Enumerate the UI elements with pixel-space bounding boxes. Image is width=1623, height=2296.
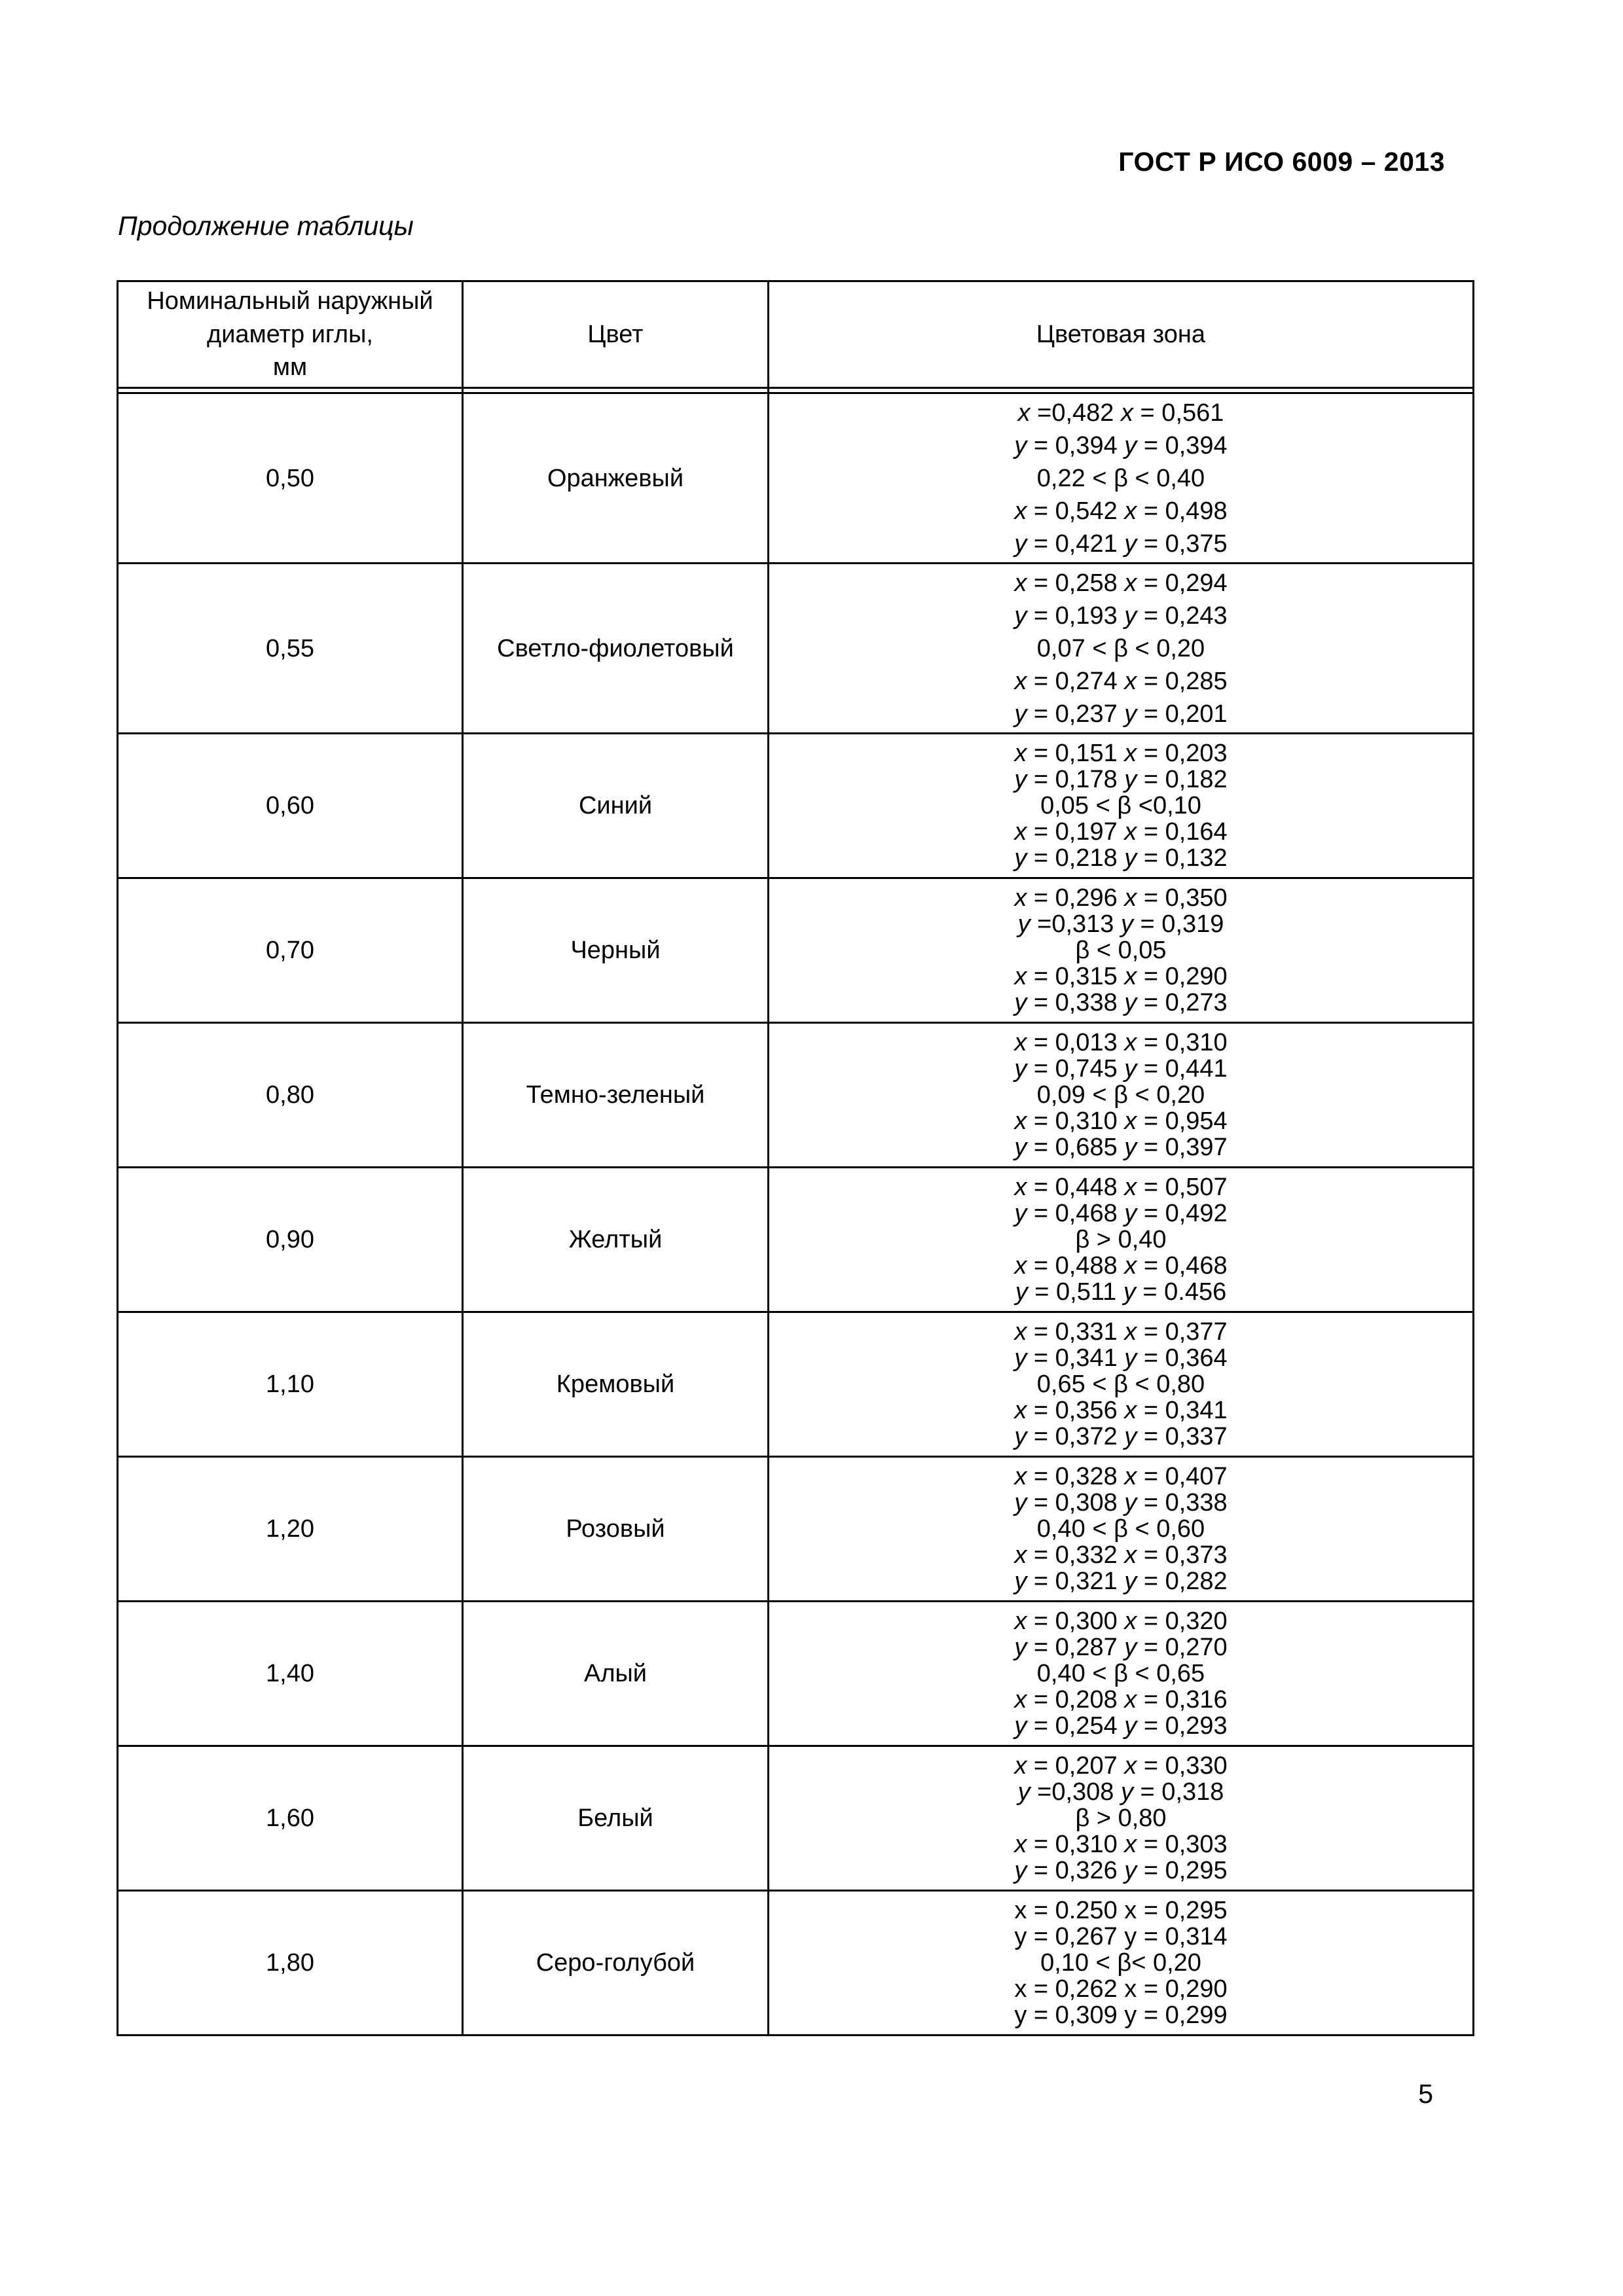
coordinate-value: = 0,320 bbox=[1137, 1607, 1228, 1635]
coordinate-variable: y bbox=[1014, 1134, 1027, 1161]
color-zone-line bbox=[773, 1897, 1468, 1924]
coordinate-value: = 0,218 bbox=[1027, 844, 1125, 872]
coordinate-value: = 0,492 bbox=[1137, 1200, 1228, 1227]
coordinate-variable: x bbox=[1014, 1831, 1027, 1858]
coordinate-value: = 0,193 bbox=[1027, 601, 1125, 630]
coordinate-variable: y bbox=[1014, 1489, 1027, 1516]
header-diameter-line: мм bbox=[272, 353, 308, 382]
coordinate-value: = 0,132 bbox=[1137, 844, 1228, 872]
coordinate-variable: y bbox=[1124, 1200, 1137, 1227]
color-zone-line bbox=[773, 885, 1468, 911]
color-zone-line bbox=[773, 963, 1468, 990]
coordinate-value: = 0,296 bbox=[1027, 884, 1125, 912]
coordinate-value: = 0,397 bbox=[1137, 1134, 1228, 1161]
header-diameter-line: диаметр иглы, bbox=[207, 320, 373, 348]
color-zone-line bbox=[773, 600, 1468, 632]
coordinate-variable: y bbox=[1124, 1568, 1137, 1595]
coordinate-variable: y bbox=[1014, 1712, 1027, 1740]
color-zone-line bbox=[773, 1490, 1468, 1516]
color-zone-line bbox=[773, 1200, 1468, 1227]
color-zone-line bbox=[773, 632, 1468, 665]
color-zone-line bbox=[773, 462, 1468, 495]
diameter-cell: 0,60 bbox=[118, 734, 463, 878]
coordinate-value: = 0,350 bbox=[1137, 884, 1228, 912]
coordinate-value: = 0,338 bbox=[1027, 989, 1125, 1016]
color-zone-line bbox=[773, 1568, 1468, 1594]
color-zone-line bbox=[773, 1056, 1468, 1082]
color-zone-line bbox=[773, 528, 1468, 560]
coordinate-value: = 0,208 bbox=[1027, 1686, 1125, 1713]
coordinate-value: = 0,332 bbox=[1027, 1541, 1125, 1569]
header-separator bbox=[118, 388, 1474, 393]
coordinate-value: = 0,326 bbox=[1027, 1857, 1125, 1884]
coordinate-value: = 0,243 bbox=[1137, 601, 1228, 630]
coordinate-variable: y bbox=[1014, 601, 1027, 630]
coordinate-variable: y bbox=[1124, 700, 1137, 728]
color-zone-line bbox=[773, 1924, 1468, 1950]
color-zone-line bbox=[773, 1279, 1468, 1305]
coordinate-value: = 0,364 bbox=[1137, 1344, 1228, 1372]
coordinate-value: = 0,498 bbox=[1137, 497, 1228, 525]
color-zone-line bbox=[773, 1371, 1468, 1397]
coordinate-variable: x bbox=[1124, 1107, 1137, 1135]
coordinate-variable: y bbox=[1124, 1712, 1137, 1740]
coordinate-variable: y bbox=[1124, 1134, 1137, 1161]
coordinate-variable: x bbox=[1124, 1029, 1137, 1056]
color-zone-cell bbox=[769, 1602, 1474, 1746]
coordinate-value: = 0,542 bbox=[1027, 497, 1125, 525]
diameter-cell: 0,80 bbox=[118, 1023, 463, 1168]
color-zone-cell bbox=[769, 1168, 1474, 1312]
color-name-cell: Синий bbox=[463, 734, 769, 878]
coordinate-value: = 0,315 bbox=[1027, 963, 1125, 990]
coordinate-value: = 0,287 bbox=[1027, 1634, 1125, 1661]
separator-cell bbox=[769, 388, 1474, 393]
coordinate-variable: x bbox=[1014, 1029, 1027, 1056]
coordinate-value: = 0,356 bbox=[1027, 1397, 1125, 1424]
color-zone-line bbox=[773, 1345, 1468, 1371]
color-name-cell: Оранжевый bbox=[463, 393, 769, 564]
color-zone-line bbox=[773, 1976, 1468, 2002]
coordinate-variable: y bbox=[1014, 1423, 1027, 1450]
coordinate-variable: y bbox=[1124, 1055, 1137, 1083]
header-color-zone-line: Цветовая зона bbox=[1036, 320, 1206, 348]
coordinate-value: = 0,013 bbox=[1027, 1029, 1125, 1056]
coordinate-variable: y bbox=[1124, 1423, 1137, 1450]
color-zone-line bbox=[773, 990, 1468, 1016]
color-zone-line bbox=[773, 397, 1468, 429]
coordinate-value: = 0,328 bbox=[1027, 1463, 1125, 1490]
coordinate-variable: y bbox=[1124, 1857, 1137, 1884]
table-row bbox=[118, 1168, 1474, 1312]
color-zone-line bbox=[773, 429, 1468, 462]
coordinate-value: = 0,201 bbox=[1137, 700, 1228, 728]
coordinate-variable: y bbox=[1014, 431, 1027, 459]
color-name-cell: Черный bbox=[463, 878, 769, 1023]
diameter-cell: 1,10 bbox=[118, 1312, 463, 1457]
coordinate-value: = 0,300 bbox=[1027, 1607, 1125, 1635]
coordinate-value: = 0,316 bbox=[1137, 1686, 1228, 1713]
coordinate-variable: x bbox=[1124, 569, 1137, 597]
color-zone-line bbox=[773, 1608, 1468, 1634]
table-row bbox=[118, 564, 1474, 734]
color-name-cell: Алый bbox=[463, 1602, 769, 1746]
coordinate-variable: y bbox=[1014, 529, 1027, 558]
diameter-cell: 1,20 bbox=[118, 1457, 463, 1602]
color-name-cell: Розовый bbox=[463, 1457, 769, 1602]
color-zone-line bbox=[773, 766, 1468, 793]
color-zone-line bbox=[773, 740, 1468, 766]
table-caption: Продолжение таблицы bbox=[118, 211, 414, 241]
coordinate-variable: x bbox=[1014, 1752, 1027, 1780]
coordinate-variable: x bbox=[1014, 1318, 1027, 1346]
coordinate-value: = 0,308 bbox=[1027, 1489, 1125, 1516]
color-zone-line bbox=[773, 1713, 1468, 1739]
coordinate-value: = 0,303 bbox=[1137, 1831, 1228, 1858]
coordinate-value: = 0,488 bbox=[1027, 1252, 1125, 1280]
color-zone-line bbox=[773, 1779, 1468, 1805]
color-zone-line bbox=[773, 495, 1468, 528]
coordinate-value: 0,10 < β< 0,20 bbox=[1040, 1949, 1201, 1977]
coordinate-value: = 0,373 bbox=[1137, 1541, 1228, 1569]
coordinate-variable: y bbox=[1014, 1200, 1027, 1227]
coordinate-value: = 0,394 bbox=[1027, 431, 1125, 459]
coordinate-variable: y bbox=[1014, 844, 1027, 872]
coordinate-value: = 0,377 bbox=[1137, 1318, 1228, 1346]
coordinate-variable: x bbox=[1014, 1107, 1027, 1135]
coordinate-variable: x bbox=[1124, 818, 1137, 846]
header-color bbox=[463, 281, 769, 388]
table-row bbox=[118, 1891, 1474, 2036]
diameter-cell: 0,55 bbox=[118, 564, 463, 734]
color-zone-line bbox=[773, 1174, 1468, 1200]
coordinate-variable: x bbox=[1124, 963, 1137, 990]
coordinate-value: 0,40 < β < 0,60 bbox=[1036, 1515, 1205, 1543]
color-name-cell: Белый bbox=[463, 1746, 769, 1891]
color-zone-cell bbox=[769, 1457, 1474, 1602]
diameter-cell: 0,70 bbox=[118, 878, 463, 1023]
coordinate-variable: x bbox=[1014, 569, 1027, 597]
coordinate-variable: x bbox=[1124, 1318, 1137, 1346]
coordinate-value: = 0,318 bbox=[1133, 1778, 1224, 1806]
coordinate-value: = 0,685 bbox=[1027, 1134, 1125, 1161]
coordinate-variable: x bbox=[1124, 884, 1137, 912]
coordinate-variable: x bbox=[1017, 399, 1030, 427]
table-row bbox=[118, 1312, 1474, 1457]
coordinate-value: = 0,375 bbox=[1137, 529, 1228, 558]
coordinate-variable: y bbox=[1017, 1778, 1030, 1806]
coordinate-value: = 0,310 bbox=[1137, 1029, 1228, 1056]
coordinate-value: = 0,441 bbox=[1137, 1055, 1228, 1083]
coordinate-value: β < 0,05 bbox=[1075, 937, 1167, 964]
diameter-cell: 0,50 bbox=[118, 393, 463, 564]
color-zone-line bbox=[773, 1753, 1468, 1779]
coordinate-variable: x bbox=[1124, 740, 1137, 767]
color-zone-line bbox=[773, 1950, 1468, 1976]
coordinate-value: =0,308 bbox=[1030, 1778, 1121, 1806]
coordinate-value: = 0,182 bbox=[1137, 766, 1228, 793]
color-zone-line bbox=[773, 1082, 1468, 1108]
coordinate-value: = 0,338 bbox=[1137, 1489, 1228, 1516]
coordinate-value: = 0,237 bbox=[1027, 700, 1125, 728]
coordinate-variable: y bbox=[1124, 989, 1137, 1016]
coordinate-value: = 0,507 bbox=[1137, 1174, 1228, 1201]
coordinate-value: = 0,293 bbox=[1137, 1712, 1228, 1740]
header-color-zone bbox=[769, 281, 1474, 388]
color-zone-line bbox=[773, 937, 1468, 963]
coordinate-variable: x bbox=[1014, 884, 1027, 912]
color-zone-line bbox=[773, 1227, 1468, 1253]
document-header: ГОСТ Р ИСО 6009 – 2013 bbox=[1118, 147, 1445, 177]
coordinate-value: y = 0,309 y = 0,299 bbox=[1014, 2001, 1228, 2029]
color-zone-line bbox=[773, 1805, 1468, 1831]
coordinate-variable: y bbox=[1123, 1278, 1136, 1306]
coordinate-variable: y bbox=[1124, 601, 1137, 630]
coordinate-variable: x bbox=[1124, 1831, 1137, 1858]
color-zone-line bbox=[773, 2002, 1468, 2028]
coordinate-variable: x bbox=[1014, 1174, 1027, 1201]
coordinate-value: = 0,151 bbox=[1027, 740, 1125, 767]
coordinate-variable: y bbox=[1124, 1634, 1137, 1661]
coordinate-variable: x bbox=[1124, 1752, 1137, 1780]
coordinate-variable: y bbox=[1121, 1778, 1133, 1806]
coordinate-value: = 0,337 bbox=[1137, 1423, 1228, 1450]
coordinate-value: = 0,273 bbox=[1137, 989, 1228, 1016]
coordinate-variable: x bbox=[1124, 1174, 1137, 1201]
color-zone-line bbox=[773, 1542, 1468, 1568]
coordinate-value: = 0,258 bbox=[1027, 569, 1125, 597]
coordinate-value: = 0,954 bbox=[1137, 1107, 1228, 1135]
coordinate-value: = 0,197 bbox=[1027, 818, 1125, 846]
coordinate-variable: y bbox=[1124, 431, 1137, 459]
diameter-cell: 1,80 bbox=[118, 1891, 463, 2036]
table-row bbox=[118, 1602, 1474, 1746]
diameter-cell: 0,90 bbox=[118, 1168, 463, 1312]
coordinate-value: = 0,282 bbox=[1137, 1568, 1228, 1595]
coordinate-value: = 0,207 bbox=[1027, 1752, 1125, 1780]
color-zone-line bbox=[773, 793, 1468, 819]
color-zone-cell bbox=[769, 878, 1474, 1023]
color-name-cell: Желтый bbox=[463, 1168, 769, 1312]
coordinate-variable: x bbox=[1014, 1397, 1027, 1424]
color-zone-line bbox=[773, 1831, 1468, 1857]
color-zone-line bbox=[773, 1660, 1468, 1687]
color-zone-cell bbox=[769, 1312, 1474, 1457]
color-zone-line bbox=[773, 1424, 1468, 1450]
coordinate-value: = 0,421 bbox=[1027, 529, 1125, 558]
coordinate-value: = 0,295 bbox=[1137, 1857, 1228, 1884]
color-zone-line bbox=[773, 1634, 1468, 1660]
coordinate-variable: x bbox=[1124, 497, 1137, 525]
coordinate-value: = 0,310 bbox=[1027, 1831, 1125, 1858]
page-number: 5 bbox=[1418, 2079, 1433, 2109]
header-diameter-line: Номинальный наружный bbox=[147, 287, 433, 315]
color-zone-cell bbox=[769, 1891, 1474, 2036]
table-body bbox=[118, 388, 1474, 2036]
color-zone-line bbox=[773, 1463, 1468, 1490]
coordinate-value: = 0,294 bbox=[1137, 569, 1228, 597]
coordinate-variable: x bbox=[1121, 399, 1133, 427]
coordinate-value: β > 0,80 bbox=[1075, 1804, 1167, 1832]
coordinate-variable: y bbox=[1124, 766, 1137, 793]
table-row bbox=[118, 878, 1474, 1023]
color-zone-line bbox=[773, 1687, 1468, 1713]
coordinate-value: =0,313 bbox=[1030, 910, 1121, 938]
color-zone-cell bbox=[769, 1746, 1474, 1891]
diameter-cell: 1,40 bbox=[118, 1602, 463, 1746]
separator-cell bbox=[118, 388, 463, 393]
coordinate-variable: x bbox=[1014, 1686, 1027, 1713]
coordinate-value: = 0,745 bbox=[1027, 1055, 1125, 1083]
coordinate-variable: y bbox=[1124, 529, 1137, 558]
color-zone-table bbox=[117, 280, 1474, 2036]
color-zone-cell bbox=[769, 734, 1474, 878]
coordinate-variable: x bbox=[1124, 1686, 1137, 1713]
coordinate-variable: x bbox=[1014, 818, 1027, 846]
coordinate-value: = 0,319 bbox=[1133, 910, 1224, 938]
coordinate-variable: x bbox=[1014, 497, 1027, 525]
coordinate-value: = 0,274 bbox=[1027, 667, 1125, 695]
color-zone-line bbox=[773, 1134, 1468, 1160]
coordinate-variable: y bbox=[1124, 844, 1137, 872]
coordinate-variable: y bbox=[1014, 1344, 1027, 1372]
coordinate-value: = 0,468 bbox=[1137, 1252, 1228, 1280]
diameter-cell: 1,60 bbox=[118, 1746, 463, 1891]
coordinate-value: = 0.456 bbox=[1135, 1278, 1227, 1306]
coordinate-variable: y bbox=[1124, 1344, 1137, 1372]
coordinate-variable: y bbox=[1124, 1489, 1137, 1516]
color-zone-line bbox=[773, 567, 1468, 600]
coordinate-value: = 0,310 bbox=[1027, 1107, 1125, 1135]
coordinate-value: = 0,178 bbox=[1027, 766, 1125, 793]
color-zone-line bbox=[773, 665, 1468, 698]
coordinate-value: 0,09 < β < 0,20 bbox=[1036, 1081, 1205, 1109]
coordinate-variable: y bbox=[1015, 1278, 1028, 1306]
color-zone-line bbox=[773, 911, 1468, 937]
coordinate-value: x = 0.250 x = 0,295 bbox=[1014, 1897, 1228, 1924]
coordinate-value: = 0,511 bbox=[1027, 1278, 1123, 1306]
coordinate-value: = 0,321 bbox=[1027, 1568, 1125, 1595]
coordinate-variable: y bbox=[1014, 989, 1027, 1016]
color-name-cell: Темно-зеленый bbox=[463, 1023, 769, 1168]
table-row bbox=[118, 1457, 1474, 1602]
table-row bbox=[118, 393, 1474, 564]
color-name-cell: Серо-голубой bbox=[463, 1891, 769, 2036]
coordinate-variable: y bbox=[1014, 1857, 1027, 1884]
color-zone-cell bbox=[769, 564, 1474, 734]
coordinate-value: 0,22 < β < 0,40 bbox=[1036, 464, 1205, 492]
coordinate-variable: x bbox=[1124, 1397, 1137, 1424]
color-zone-line bbox=[773, 698, 1468, 730]
coordinate-variable: x bbox=[1014, 963, 1027, 990]
coordinate-value: =0,482 bbox=[1030, 399, 1121, 427]
color-zone-cell bbox=[769, 393, 1474, 564]
coordinate-value: x = 0,262 x = 0,290 bbox=[1014, 1975, 1228, 2003]
color-name-cell: Светло-фиолетовый bbox=[463, 564, 769, 734]
color-zone-line bbox=[773, 819, 1468, 845]
color-zone-line bbox=[773, 1397, 1468, 1424]
coordinate-value: 0,05 < β <0,10 bbox=[1040, 792, 1201, 819]
coordinate-variable: x bbox=[1124, 1607, 1137, 1635]
coordinate-variable: y bbox=[1121, 910, 1133, 938]
coordinate-variable: x bbox=[1124, 1252, 1137, 1280]
coordinate-variable: x bbox=[1014, 1541, 1027, 1569]
coordinate-variable: x bbox=[1124, 667, 1137, 695]
table-row bbox=[118, 734, 1474, 878]
coordinate-value: β > 0,40 bbox=[1075, 1226, 1167, 1253]
color-zone-line bbox=[773, 1857, 1468, 1884]
coordinate-variable: y bbox=[1014, 1634, 1027, 1661]
coordinate-variable: y bbox=[1014, 1568, 1027, 1595]
coordinate-value: = 0,341 bbox=[1137, 1397, 1228, 1424]
coordinate-variable: y bbox=[1014, 766, 1027, 793]
coordinate-value: = 0,407 bbox=[1137, 1463, 1228, 1490]
coordinate-value: = 0,468 bbox=[1027, 1200, 1125, 1227]
coordinate-variable: x bbox=[1124, 1541, 1137, 1569]
coordinate-value: = 0,561 bbox=[1133, 399, 1224, 427]
coordinate-value: = 0,331 bbox=[1027, 1318, 1125, 1346]
coordinate-value: y = 0,267 y = 0,314 bbox=[1014, 1923, 1228, 1950]
coordinate-value: 0,65 < β < 0,80 bbox=[1036, 1371, 1205, 1398]
coordinate-variable: x bbox=[1014, 1252, 1027, 1280]
color-zone-line bbox=[773, 1319, 1468, 1345]
table-header-row bbox=[118, 281, 1474, 388]
coordinate-variable: y bbox=[1014, 700, 1027, 728]
color-zone-line bbox=[773, 1030, 1468, 1056]
coordinate-value: = 0,448 bbox=[1027, 1174, 1125, 1201]
coordinate-variable: x bbox=[1014, 1607, 1027, 1635]
color-zone-line bbox=[773, 1108, 1468, 1134]
coordinate-value: = 0,164 bbox=[1137, 818, 1228, 846]
coordinate-value: 0,40 < β < 0,65 bbox=[1036, 1660, 1205, 1687]
coordinate-value: = 0,330 bbox=[1137, 1752, 1228, 1780]
coordinate-value: = 0,341 bbox=[1027, 1344, 1125, 1372]
separator-cell bbox=[463, 388, 769, 393]
coordinate-variable: x bbox=[1014, 667, 1027, 695]
coordinate-variable: y bbox=[1017, 910, 1030, 938]
coordinate-value: = 0,203 bbox=[1137, 740, 1228, 767]
color-zone-line bbox=[773, 1516, 1468, 1542]
coordinate-variable: y bbox=[1014, 1055, 1027, 1083]
color-zone-cell bbox=[769, 1023, 1474, 1168]
coordinate-value: 0,07 < β < 0,20 bbox=[1036, 634, 1205, 662]
coordinate-value: = 0,394 bbox=[1137, 431, 1228, 459]
coordinate-value: = 0,290 bbox=[1137, 963, 1228, 990]
coordinate-value: = 0,372 bbox=[1027, 1423, 1125, 1450]
coordinate-value: = 0,270 bbox=[1137, 1634, 1228, 1661]
coordinate-value: = 0,254 bbox=[1027, 1712, 1125, 1740]
color-name-cell: Кремовый bbox=[463, 1312, 769, 1457]
table-row bbox=[118, 1023, 1474, 1168]
header-diameter bbox=[118, 281, 463, 388]
header-color-line: Цвет bbox=[587, 320, 644, 348]
coordinate-variable: x bbox=[1014, 1463, 1027, 1490]
coordinate-variable: x bbox=[1014, 740, 1027, 767]
coordinate-value: = 0,285 bbox=[1137, 667, 1228, 695]
table-row bbox=[118, 1746, 1474, 1891]
color-zone-line bbox=[773, 1253, 1468, 1279]
color-zone-line bbox=[773, 845, 1468, 871]
coordinate-variable: x bbox=[1124, 1463, 1137, 1490]
